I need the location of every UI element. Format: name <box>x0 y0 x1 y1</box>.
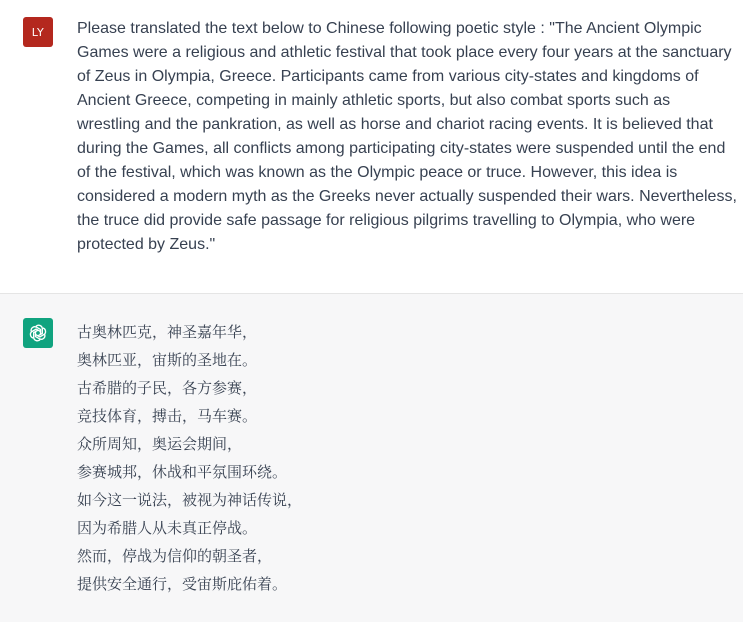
user-avatar <box>23 17 53 47</box>
assistant-avatar <box>23 318 53 348</box>
user-message <box>0 0 743 294</box>
user-avatar-initials: LY <box>31 25 45 39</box>
openai-logo-icon <box>27 322 49 344</box>
poem-line: 奥林匹亚，宙斯的圣地在。 <box>77 351 258 369</box>
poem-line: 竞技体育，搏击，马车赛。 <box>77 407 258 425</box>
poem-line: 因为希腊人从未真正停战。 <box>77 519 258 537</box>
poem-line: 众所周知，奥运会期间， <box>77 435 243 453</box>
poem-line: 然而，停战为信仰的朝圣者， <box>77 547 273 565</box>
poem-line: 古希腊的子民，各方参赛， <box>77 379 258 397</box>
poem-line: 古奥林匹克，神圣嘉年华， <box>77 323 258 341</box>
poem-line: 参赛城邦，休战和平氛围环绕。 <box>77 463 288 481</box>
poem-line: 如今这一说法，被视为神话传说， <box>77 491 303 509</box>
poem-line: 提供安全通行，受宙斯庇佑着。 <box>77 575 288 593</box>
user-message-text: Please translated the text below to Chinese following poetic style : "The Ancient Olympic Games were a religious and athletic festival that took place every four years at the sanctuary of Zeus in Olympia, Greece. Participants came from various city-states and kingdoms of Ancient Greece, competing in mainly athletic sports, but also combat sports such as wrestling and the pankration, as well as horse and chariot racing events. It is believed that during the Games, all conflicts among participating city-states were suspended until the end of the festival, which was known as the Olympic peace or truce. However, this idea is considered a modern myth as the Greeks never actually suspended their wars. Nevertheless, the truce did provide safe passage for religious pilgrims travelling to Olympia, who were protected by Zeus." <box>77 20 737 253</box>
poem-response <box>77 318 302 598</box>
